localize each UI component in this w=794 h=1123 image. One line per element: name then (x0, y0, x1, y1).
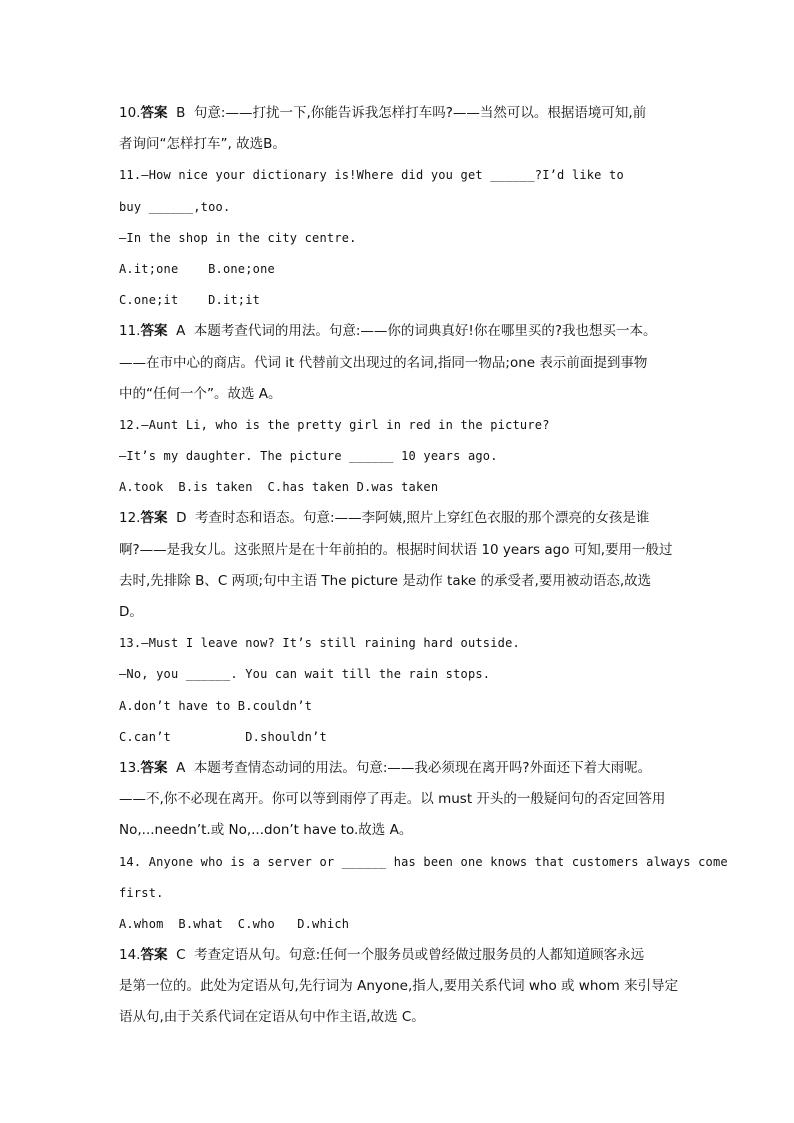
answer-label: 答案 (140, 323, 168, 340)
question-line: A.whom B.what C.who D.which (119, 916, 350, 931)
answer-line: 语从句,由于关系代词在定语从句中作主语,故选 C。 (119, 1009, 425, 1026)
answer-label: 答案 (140, 105, 168, 121)
question-line: C.can’t D.shouldn’t (119, 729, 327, 744)
answer-label: 答案 (140, 759, 168, 776)
answer-line: 是第一位的。此处为定语从句,先行词为 Anyone,指人,要用关系代词 who 或 whom 来引导定 (119, 978, 679, 995)
question-line: 13.—Must I leave now? It’s still raining hard outside. (119, 636, 520, 651)
answer-line: 去时,先排除 B、C 两项;句中主语 The picture 是动作 take 的承受者,要用被动语态,故选 (119, 572, 652, 589)
answer-line: 14.答案 C 考查定语从句。句意:任何一个服务员或曾经做过服务员的人都知道顾客永远 (119, 947, 645, 964)
question-line: buy ______,too. (119, 199, 231, 214)
document-content (119, 102, 728, 1038)
answer-line: D。 (119, 604, 143, 620)
question-line: —In the shop in the city centre. (119, 230, 357, 245)
answer-line: 12.答案 D 考查时态和语态。句意:——李阿姨,照片上穿红色衣服的那个漂亮的女孩是谁 (119, 510, 650, 527)
answer-line: 中的“任何一个”。故选 A。 (119, 385, 282, 402)
question-line: first. (119, 885, 164, 900)
question-line: A.it;one B.one;one (119, 261, 275, 276)
answer-label: 答案 (140, 510, 168, 527)
question-line: A.don’t have to B.couldn’t (119, 698, 313, 713)
answer-line: 10.答案 B 句意:——打扰一下,你能告诉我怎样打车吗?——当然可以。根据语境可知,前 (119, 105, 647, 121)
answer-line: No,...needn’t.或 No,...don’t have to.故选 A。 (119, 822, 413, 839)
answer-line: ——不,你不必现在离开。你可以等到雨停了再走。以 must 开头的一般疑问句的否定回答用 (119, 791, 666, 808)
answer-line: ——在市中心的商店。代词 it 代替前文出现过的名词,指同一物品;one 表示前面提到事物 (119, 354, 648, 371)
question-line: 12.—Aunt Li, who is the pretty girl in red in the picture? (119, 417, 550, 432)
question-line: 14. Anyone who is a server or ______ has been one knows that customers always come (119, 854, 728, 869)
answer-line: 11.答案 A 本题考查代词的用法。句意:——你的词典真好!你在哪里买的?我也想买一本。 (119, 323, 657, 340)
question-line: —No, you ______. You can wait till the rain stops. (119, 667, 491, 682)
answer-label: 答案 (140, 947, 168, 964)
question-line: 11.—How nice your dictionary is!Where did you get ______?I’d like to (119, 168, 624, 183)
question-line: C.one;it D.it;it (119, 293, 261, 308)
question-line: —It’s my daughter. The picture ______ 10 years ago. (119, 449, 498, 464)
question-line: A.took B.is taken C.has taken D.was taken (119, 480, 439, 495)
answer-line: 13.答案 A 本题考查情态动词的用法。句意:——我必须现在离开吗?外面还下着大雨呢。 (119, 759, 652, 776)
answer-line: 者询问“怎样打车”, 故选B。 (119, 136, 286, 153)
answer-line: 啊?——是我女儿。这张照片是在十年前拍的。根据时间状语 10 years ago 可知,要用一般过 (119, 541, 673, 558)
